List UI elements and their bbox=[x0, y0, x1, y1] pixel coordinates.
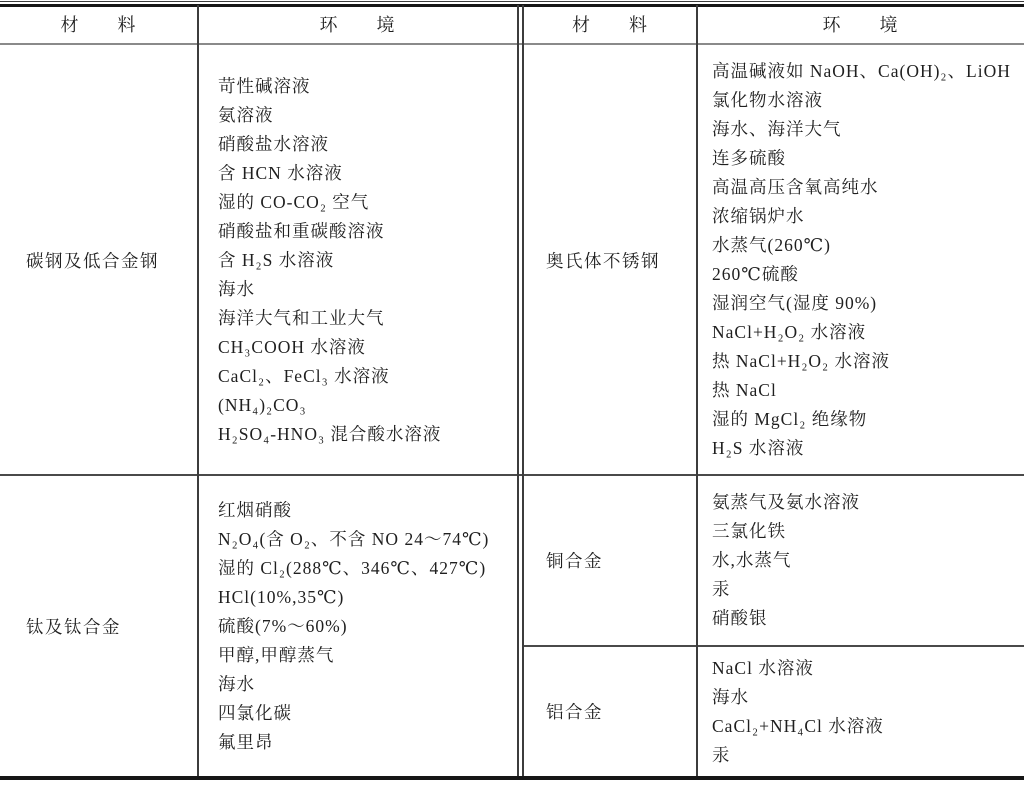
right-material-header: 材 料 bbox=[572, 15, 648, 35]
environment-item: 湿的 Cl₂(288℃、346℃、427℃) bbox=[218, 557, 487, 578]
material-cell-carbon-low-alloy-steel: 碳钢及低合金钢 bbox=[26, 250, 159, 271]
environment-item: H₂S 水溶液 bbox=[712, 438, 805, 458]
environment-item: N₂O₄(含 O₂、不含 NO 24～74℃) bbox=[218, 528, 490, 549]
left-material-header: 材 料 bbox=[60, 15, 137, 35]
environment-item: 氨溶液 bbox=[218, 104, 274, 125]
environment-cell-austenitic-stainless-steel bbox=[697, 46, 1024, 474]
environment-item: 四氯化碳 bbox=[218, 702, 292, 723]
environment-item: (NH₄)₂CO₃ bbox=[218, 394, 307, 415]
environment-item: 氨蒸气及氨水溶液 bbox=[712, 492, 860, 512]
header-separator-line bbox=[0, 43, 1024, 45]
environment-item: 硝酸银 bbox=[712, 608, 768, 628]
environment-item: CaCl₂+NH₄Cl 水溶液 bbox=[712, 715, 884, 736]
environment-item: 三氯化铁 bbox=[712, 521, 786, 541]
environment-item: 甲醇,甲醇蒸气 bbox=[218, 644, 335, 665]
environment-cell-titanium-alloys bbox=[198, 476, 517, 776]
environment-item: 红烟硝酸 bbox=[218, 499, 292, 520]
environment-item: 海水 bbox=[712, 686, 749, 707]
center-double-rule-left bbox=[517, 5, 519, 776]
environment-item: 海洋大气和工业大气 bbox=[218, 307, 385, 328]
environment-item: 含 HCN 水溶液 bbox=[218, 162, 343, 183]
material-cell-titanium-alloys: 钛及钛合金 bbox=[26, 616, 121, 637]
environment-item: 硫酸(7%～60%) bbox=[218, 615, 348, 636]
material-cell-aluminum-alloys: 铝合金 bbox=[546, 702, 603, 722]
environment-item: 热 NaCl+H₂O₂ 水溶液 bbox=[712, 351, 891, 371]
environment-item: 连多硫酸 bbox=[712, 148, 786, 168]
environment-item: NaCl+H₂O₂ 水溶液 bbox=[712, 322, 867, 342]
environment-item: 硝酸盐水溶液 bbox=[218, 133, 329, 154]
environment-item: H₂SO₄-HNO₃ 混合酸水溶液 bbox=[218, 423, 442, 444]
environment-item: CH₃COOH 水溶液 bbox=[218, 336, 366, 357]
table-border-top-thin bbox=[0, 1, 1024, 2]
right-environment-header: 环 境 bbox=[822, 15, 899, 35]
environment-cell-aluminum-alloys bbox=[697, 647, 1024, 776]
environment-cell-copper-alloys bbox=[697, 476, 1024, 645]
environment-item: 热 NaCl bbox=[712, 380, 777, 400]
environment-item: 高温高压含氧高纯水 bbox=[712, 177, 879, 197]
material-cell-copper-alloys: 铜合金 bbox=[546, 551, 603, 571]
environment-item: CaCl₂、FeCl₃ 水溶液 bbox=[218, 365, 390, 386]
material-cell-austenitic-stainless-steel: 奥氏体不锈钢 bbox=[546, 250, 660, 271]
environment-item: 海水 bbox=[218, 278, 255, 299]
environment-item: 汞 bbox=[712, 579, 731, 599]
environment-item: 湿的 CO-CO₂ 空气 bbox=[218, 191, 370, 212]
table-border-bottom bbox=[0, 776, 1024, 780]
environment-item: 水,水蒸气 bbox=[712, 550, 792, 570]
environment-item: 水蒸气(260℃) bbox=[712, 235, 831, 255]
environment-item: 湿的 MgCl₂ 绝缘物 bbox=[712, 409, 868, 429]
environment-item: 高温碱液如 NaOH、Ca(OH)₂、LiOH bbox=[712, 61, 1011, 81]
environment-item: 海水、海洋大气 bbox=[712, 119, 842, 139]
environment-item: 260℃硫酸 bbox=[712, 264, 799, 284]
environment-item: 硝酸盐和重碳酸溶液 bbox=[218, 220, 385, 241]
environment-item: NaCl 水溶液 bbox=[712, 657, 814, 678]
environment-item: HCl(10%,35℃) bbox=[218, 586, 345, 607]
environment-item: 浓缩锅炉水 bbox=[712, 206, 805, 226]
environment-cell-carbon-low-alloy-steel bbox=[198, 46, 517, 474]
environment-item: 海水 bbox=[218, 673, 255, 694]
environment-item: 苛性碱溶液 bbox=[218, 75, 311, 96]
environment-item: 含 H₂S 水溶液 bbox=[218, 249, 335, 270]
left-environment-header: 环 境 bbox=[319, 15, 396, 35]
environment-item: 汞 bbox=[712, 744, 731, 765]
environment-item: 氟里昂 bbox=[218, 731, 274, 752]
environment-item: 氯化物水溶液 bbox=[712, 90, 823, 110]
environment-item: 湿润空气(湿度 90%) bbox=[712, 293, 878, 313]
